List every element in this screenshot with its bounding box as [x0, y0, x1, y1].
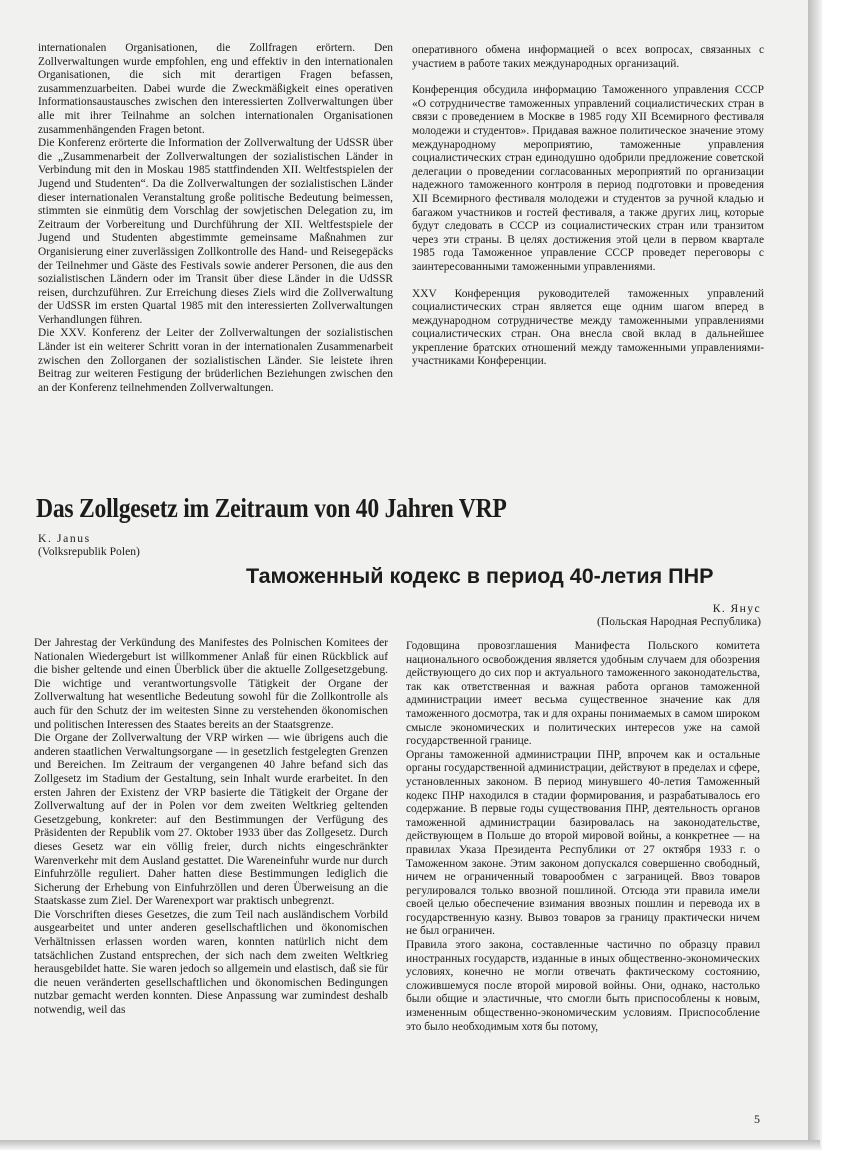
- paragraph: Die XXV. Konferenz der Leiter der Zollverwaltungen der sozialistischen Länder ist ein weiterer Schritt voran in der internationalen Zusammenarbeit zwischen den Zollorganen der sozialistischen Länder. Sie leistete ihren Beitrag zur weiteren Festigung der brüderlichen Beziehungen zwischen den an der Konferenz teilnehmenden Zollverwaltungen.: [38, 327, 393, 394]
- article-right-column-russian: [406, 640, 760, 1095]
- paragraph: Die Vorschriften dieses Gesetzes, die zum Teil nach ausländischem Vorbild ausgearbeitet und unter anderen gesellschaftlichen und ökonomischen Verhältnissen erlassen worden waren, konnten natürlich nicht dem tatsächlichen Zustand entsprechen, der sich nach dem zweiten Weltkrieg herausgebildet hatte. Sie waren jedoch so allgemein und elastisch, daß sie für die neuen veränderten gesellschaftlichen und ökonomischen Bedingungen nutzbar gemacht werden konnten. Diese Anpassung war zumindest deshalb notwendig, weil das: [34, 908, 388, 1017]
- paragraph: internationalen Organisationen, die Zollfragen erörtern. Den Zollverwaltungen wurde empfohlen, eng und effektiv in den internationalen Organisationen, die sich mit derartigen Fragen befassen, zusammenzuarbeiten. Dabei wurde die Zweckmäßigkeit eines operativen Informationsaustausches zwischen den interessierten Zollverwaltungen über alle mit ihrer Teilnahme an solchen internationalen Organisationen zusammenhängenden Fragen betont.: [38, 42, 393, 136]
- paragraph: Die Organe der Zollverwaltung der VRP wirken — wie übrigens auch die anderen staatlichen Verwaltungsorgane — in gesetzlich festgelegten Grenzen und Bereichen. Im Zeitraum der vergangenen 40 Jahre befand sich das Zollgesetz im Stadium der Gestaltung, sein Inhalt wurde erarbeitet. In den ersten Jahren der Existenz der VRP basierte die Tätigkeit der Organe der Zollverwaltung auf der in Polen vor dem zweiten Weltkrieg geltenden Gesetzgebung, konkreter: auf den Bestimmungen der Verfügung des Präsidenten der Republik vom 27. Oktober 1933 über das Zollgesetz. Durch dieses Gesetz war ein völlig freier, durch nichts eingeschränkter Warenverkehr mit dem Ausland gestattet. Die Wareneinfuhr wurde nur durch Einfuhrzölle reguliert. Daher hatten diese Bestimmungen lediglich die Sicherung der Erhebung von Einfuhrzöllen und deren Überweisung an die Staatskasse zum Ziel. Der Warenexport war praktisch unbegrenzt.: [34, 732, 388, 908]
- article-title-german: Das Zollgesetz im Zeitraum von 40 Jahren VRP: [36, 492, 507, 523]
- article-author-german: K. Janus: [38, 532, 91, 545]
- paragraph: Die Konferenz erörterte die Information der Zollverwaltung der UdSSR über die „Zusammenarbeit der Zollverwaltungen der sozialistischen Länder in Verbindung mit den in Moskau 1985 stattfindenden XII. Weltfestspielen der Jugend und Studenten“. Da die Zollverwaltungen der sozialistischen Länder dieser internationalen Veranstaltung große politische Bedeutung beimessen, stimmten sie einmütig dem Vorschlag der sowjetischen Delegation zu, im Zeitraum der Vorbereitung und Durchführung der XII. Weltfestspiele der Jugend und Studenten abgestimmte gemeinsame Maßnahmen zur Organisierung einer zuverlässigen Zollkontrolle des Hand- und Reisegepäcks der Teilnehmer und Gäste des Festivals sowie anderer Personen, die aus den sozialistischen Ländern oder im Transit über diese Länder in die UdSSR reisen, durchzuführen. Zur Erreichung dieses Ziels wird die Zollverwaltung der UdSSR im ersten Quartal 1985 mit den interessierten Zollverwaltungen Verhandlungen führen.: [38, 137, 393, 326]
- paragraph: Органы таможенной администрации ПНР, впрочем как и остальные органы государственной администрации, действуют в пределах и сфере, установленных законом. В период минувшего 40-летия Таможенный кодекс ПНР находился в стадии формирования, и разрабатывалось его содержание. В первые годы существования ПНР, деятельность органов таможенной администрации базировалась на законодательстве, действующем в Польше до второй мировой войны, а конкретнее — на правилах Указа Президента Республики от 27 октября 1933 г. о Таможенном законе. Этим законом допускался совершенно свободный, ничем не ограниченный товарообмен с заграницей. Ввоз товаров регулировался только ввозной пошлиной. Отсюда эти правила имели своей целью обеспечение взимания ввозных пошлин и перевода их в государственную казну. Вывоз товаров за границу практически ничем не был ограничен.: [406, 748, 760, 938]
- paragraph: XXV Конференция руководителей таможенных управлений социалистических стран является еще одним шагом вперед в международном сотрудничестве между таможенными управлениями социалистических стран. Она внесла свой вклад в дальнейшее укрепление братских отношений между таможенными управлениями-участниками Конференции.: [412, 287, 764, 368]
- paragraph: оперативного обмена информацией о всех вопросах, связанных с участием в работе таких международных организаций.: [412, 44, 764, 70]
- article-left-column-german: [34, 637, 388, 1092]
- paragraph: Правила этого закона, составленные частично по образцу правил иностранных государств, изданные в иных общественно-экономических условиях, конечно не могли отвечать фактическому состоянию, сложившемуся после второй мировой войны. Они, однако, настолько были общие и эластичные, что смогли быть приспособлены к новым, измененным общественно-экономическим условиям. Приспособление это было необходимым хотя бы потому,: [406, 939, 760, 1033]
- top-right-column-russian: [412, 44, 764, 439]
- article-author-russian: К. Янус: [712, 602, 761, 615]
- page-edge-shadow-bottom: [0, 1140, 820, 1150]
- paragraph: Годовщина провозглашения Манифеста Польского комитета национального освобождения является удобным случаем для обозрения действующего до сих пор и актуального таможенного законодательства, так как ответственная и важная работа органов таможенной администрации имеет весьма существенное значение как для таможенного досмотра, так и для охраны понимаемых в самом широком смысле экономических и политических интересов уже на самой государственной границе.: [406, 640, 760, 748]
- page-number: 5: [754, 1112, 760, 1126]
- paragraph: Der Jahrestag der Verkündung des Manifestes des Polnischen Komitees der Nationalen Wiedergeburt ist willkommener Anlaß für einen Rückblick auf die bisher geltende und einen Überblick über die aktuelle Zollgesetzgebung. Die wichtige und verantwortungsvolle Tätigkeit der Organe der Zollverwaltung hat wesentliche Bedeutung sowohl für die Zollkontrolle als auch für den Schutz der im weitesten Sinne zu verstehenden ökonomischen und politischen Interessen des Staates bereits an der Staatsgrenze.: [34, 637, 388, 731]
- page-edge-shadow: [808, 0, 822, 1150]
- article-country-russian: (Польская Народная Республика): [597, 615, 761, 628]
- top-left-column-german: [38, 42, 393, 462]
- article-title-russian: Таможенный кодекс в период 40-летия ПНР: [246, 564, 714, 588]
- paragraph: Конференция обсудила информацию Таможенного управления СССР «О сотрудничестве таможенных управлений социалистических стран в связи с проведением в Москве в 1985 году XII Всемирного фестиваля молодежи и студентов». Придавая важное политическое значение этому международному мероприятию, таможенные управления социалистических стран единодушно одобрили предложение советской делегации о проведении согласованных мероприятий по организации надежного таможенного контроля в период подготовки и проведения XII Всемирного фестиваля молодежи и студентов за ручной кладью и багажом участников и гостей фестиваля, а также других лиц, которые будут следовать в СССР из социалистических стран или транзитом через эти страны. В целях достижения этой цели в первом квартале 1985 года Таможенное управление СССР проведет переговоры с заинтересованными таможенными управлениями.: [412, 84, 764, 273]
- article-country-german: (Volksrepublik Polen): [38, 545, 140, 558]
